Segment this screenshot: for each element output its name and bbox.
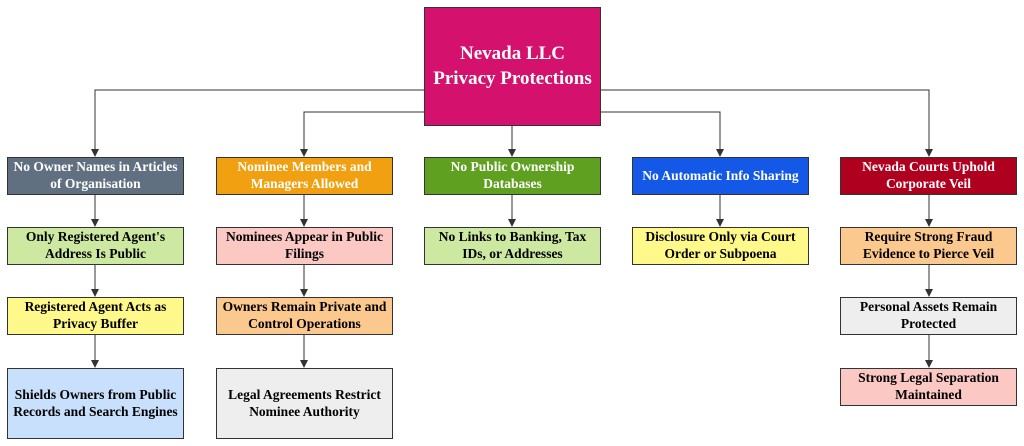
category-label: No Owner Names in Articles of Organisation [13, 159, 178, 191]
node-personal-assets [840, 297, 1017, 335]
node-fraud-evidence [840, 227, 1017, 265]
node-privacy-buffer [7, 297, 184, 335]
node-label: Legal Agreements Restrict Nominee Authority [228, 386, 381, 419]
node-label: Disclosure Only via Court Order or Subpoena [645, 229, 796, 261]
category-no-databases [424, 157, 601, 195]
node-label: Registered Agent Acts as Privacy Buffer [24, 299, 167, 331]
category-owner-names [7, 157, 184, 195]
node-label: Shields Owners from Public Records and Search Engines [13, 386, 178, 419]
node-owners-private [216, 297, 393, 335]
category-label: Nevada Courts Uphold Corporate Veil [862, 159, 995, 191]
category-corporate-veil [840, 157, 1017, 195]
node-legal-agreements [216, 368, 393, 439]
root-node [424, 7, 601, 126]
node-label: Nominees Appear in Public Filings [226, 229, 383, 261]
node-shields-owners [7, 368, 184, 439]
node-label: No Links to Banking, Tax IDs, or Addresses [438, 229, 587, 261]
connector-root-to-corporate-veil [601, 90, 929, 156]
node-registered-agent-address [7, 227, 184, 265]
node-no-links [424, 227, 601, 265]
category-no-info-sharing [632, 157, 809, 195]
category-nominees [216, 157, 393, 195]
connector-root-to-owner-names [95, 90, 424, 156]
category-label: No Public Ownership Databases [450, 159, 575, 191]
node-label: Only Registered Agent's Address Is Public [25, 229, 166, 261]
node-label: Owners Remain Private and Control Operations [222, 299, 387, 331]
node-legal-separation [840, 368, 1017, 406]
node-label: Strong Legal Separation Maintained [858, 370, 999, 402]
node-label: Personal Assets Remain Protected [859, 299, 998, 331]
node-label: Require Strong Fraud Evidence to Pierce Veil [862, 229, 995, 261]
category-label: No Automatic Info Sharing [642, 167, 799, 183]
root-title: Nevada LLC Privacy Protections [433, 42, 592, 89]
node-disclosure-court-order [632, 227, 809, 265]
category-label: Nominee Members and Managers Allowed [237, 159, 372, 191]
node-nominees-public-filings [216, 227, 393, 265]
